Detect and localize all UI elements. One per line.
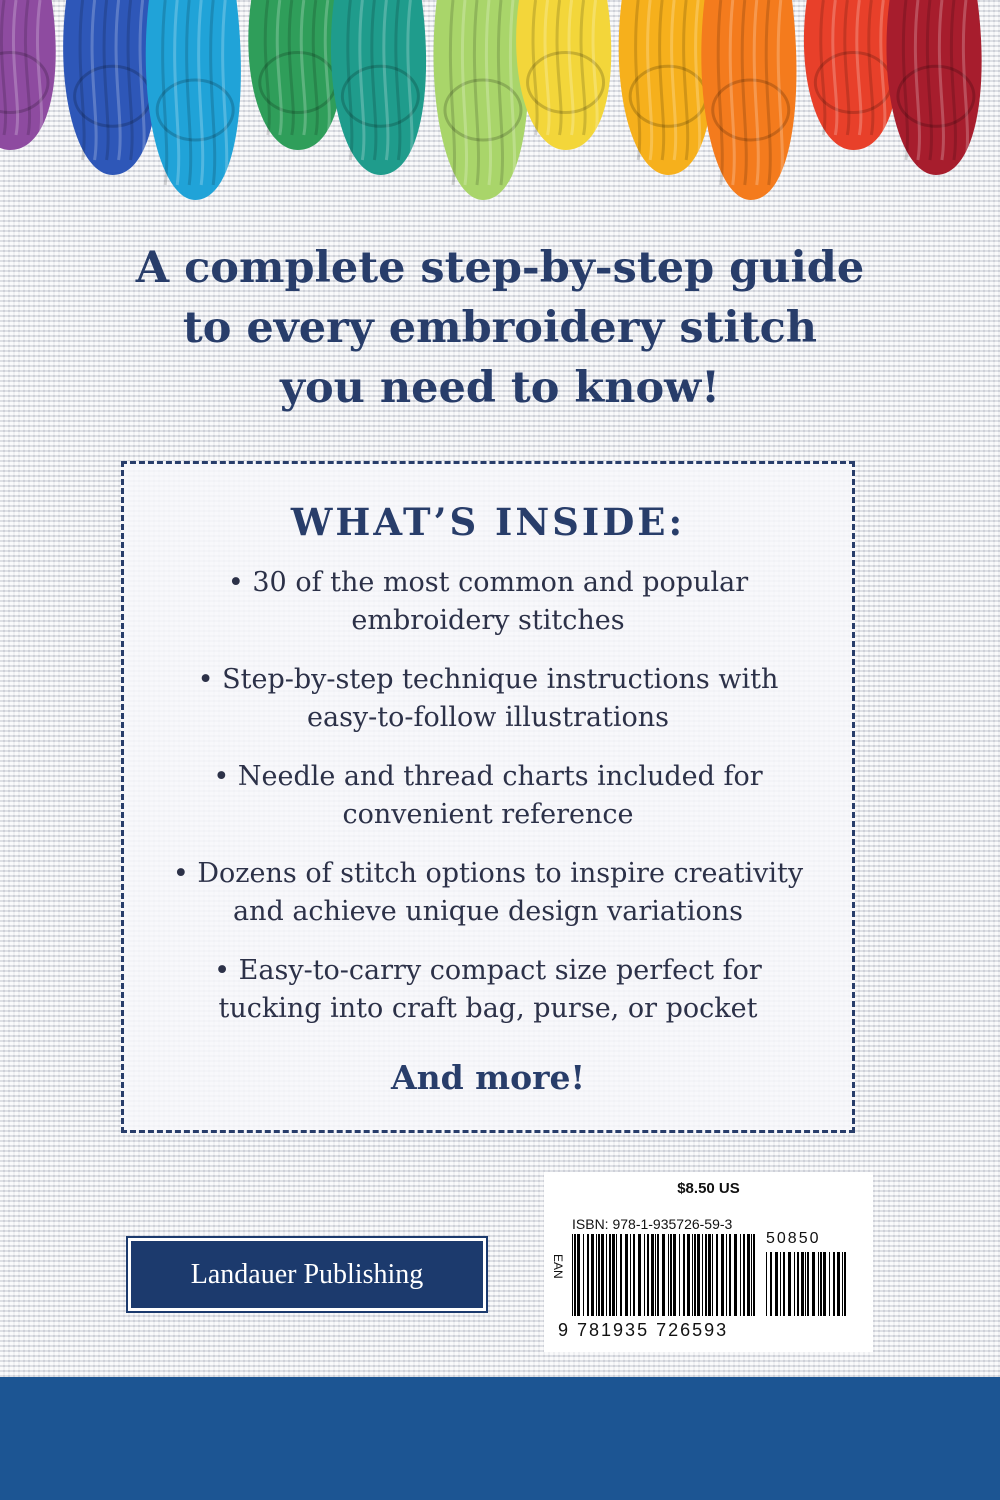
barcode-bar bbox=[673, 1234, 676, 1316]
publisher-name: Landauer Publishing bbox=[190, 1258, 424, 1290]
feature-line: embroidery stitches bbox=[351, 605, 625, 636]
thread-skein-icon bbox=[0, 0, 56, 150]
barcode-label bbox=[544, 1172, 873, 1352]
headline-line: to every embroidery stitch bbox=[182, 303, 818, 353]
barcode-bar bbox=[574, 1234, 576, 1316]
feature-item bbox=[134, 564, 842, 640]
barcode-bar bbox=[788, 1252, 791, 1316]
barcode-bar bbox=[694, 1234, 696, 1316]
barcode-bar bbox=[783, 1252, 785, 1316]
barcode-bar bbox=[657, 1234, 659, 1316]
barcode-bar bbox=[829, 1252, 830, 1316]
headline-line: A complete step-by-step guide bbox=[135, 243, 865, 293]
barcode-bar bbox=[651, 1234, 654, 1316]
barcode-bar bbox=[679, 1234, 680, 1316]
feature-line: tucking into craft bag, purse, or pocket bbox=[218, 993, 758, 1024]
barcode-bar bbox=[633, 1234, 635, 1316]
barcode-bar bbox=[780, 1252, 781, 1316]
barcode-bar bbox=[753, 1234, 755, 1316]
thread-skein-icon bbox=[886, 0, 981, 175]
embroidery-thread-skeins bbox=[0, 0, 1000, 215]
barcode-bar bbox=[740, 1234, 741, 1316]
barcode-bar bbox=[766, 1252, 767, 1316]
barcode-bar bbox=[598, 1234, 600, 1316]
publisher-logo bbox=[128, 1238, 486, 1311]
barcode-addon-number: 50850 bbox=[766, 1230, 821, 1247]
whats-inside-box bbox=[121, 461, 855, 1133]
barcode-bar bbox=[743, 1234, 745, 1316]
barcode-bar bbox=[609, 1234, 611, 1316]
thread-skein-icon bbox=[331, 0, 426, 175]
barcode-bar bbox=[801, 1252, 804, 1316]
thread-skein-icon bbox=[516, 0, 611, 150]
feature-item bbox=[134, 758, 842, 834]
barcode-bar bbox=[683, 1234, 685, 1316]
barcode-bar bbox=[837, 1252, 840, 1316]
barcode-bar bbox=[587, 1234, 589, 1316]
barcode-bar bbox=[630, 1234, 631, 1316]
feature-line: convenient reference bbox=[342, 799, 634, 830]
feature-list bbox=[134, 564, 842, 1049]
barcode-bar bbox=[729, 1234, 731, 1316]
barcode-bar bbox=[833, 1252, 835, 1316]
barcode-bar bbox=[712, 1234, 713, 1316]
feature-line: and achieve unique design variations bbox=[232, 896, 744, 927]
barcode-bar bbox=[812, 1252, 815, 1316]
feature-line: • Easy-to-carry compact size perfect for bbox=[214, 955, 762, 986]
barcode-bar bbox=[591, 1234, 594, 1316]
headline-line: you need to know! bbox=[279, 363, 721, 413]
barcode-icon bbox=[572, 1234, 757, 1316]
feature-line: • 30 of the most common and popular bbox=[227, 567, 749, 598]
feature-item bbox=[134, 855, 842, 931]
barcode-bar bbox=[823, 1252, 826, 1316]
whats-inside-title: WHAT’S INSIDE: bbox=[290, 500, 686, 544]
barcode-bar bbox=[747, 1234, 750, 1316]
barcode-bar bbox=[844, 1252, 846, 1316]
thread-skein-icon bbox=[434, 0, 529, 200]
barcode-bar bbox=[583, 1234, 584, 1316]
barcode-bar bbox=[638, 1234, 641, 1316]
feature-line: • Needle and thread charts included for bbox=[213, 761, 763, 792]
barcode-bar bbox=[670, 1234, 672, 1316]
and-more-text: And more! bbox=[391, 1058, 585, 1097]
barcode-bar bbox=[601, 1234, 604, 1316]
feature-line: • Step-by-step technique instructions with bbox=[197, 664, 779, 695]
barcode-bar bbox=[697, 1234, 700, 1316]
barcode-bar bbox=[734, 1234, 737, 1316]
barcode-bar bbox=[721, 1234, 724, 1316]
barcode-bar bbox=[794, 1252, 795, 1316]
feature-item bbox=[134, 661, 842, 737]
barcode-bar bbox=[612, 1234, 615, 1316]
barcode-bar bbox=[770, 1252, 772, 1316]
barcode-bar bbox=[616, 1234, 617, 1316]
thread-skein-icon bbox=[619, 0, 714, 175]
barcode-bar bbox=[692, 1234, 693, 1316]
barcode-bar bbox=[705, 1234, 707, 1316]
price: $8.50 US bbox=[677, 1180, 740, 1197]
barcode-bar bbox=[751, 1234, 752, 1316]
barcode-bar bbox=[572, 1234, 573, 1316]
barcode-bar bbox=[842, 1252, 843, 1316]
barcode-bar bbox=[620, 1234, 622, 1316]
barcode-digits: 9 781935 726593 bbox=[558, 1320, 729, 1340]
addon-barcode-icon bbox=[766, 1252, 846, 1316]
footer-band bbox=[0, 1377, 1000, 1500]
barcode-bar bbox=[716, 1234, 718, 1316]
thread-skein-icon bbox=[146, 0, 241, 200]
barcode-bar bbox=[644, 1234, 645, 1316]
barcode-bar bbox=[606, 1234, 607, 1316]
barcode-bar bbox=[818, 1252, 819, 1316]
barcode-bar bbox=[708, 1234, 711, 1316]
barcode-bar bbox=[647, 1234, 649, 1316]
barcode-bar bbox=[655, 1234, 656, 1316]
isbn-text: ISBN: 978-1-935726-59-3 bbox=[572, 1216, 733, 1232]
barcode-bar bbox=[775, 1252, 778, 1316]
feature-line: • Dozens of stitch options to inspire creativity bbox=[172, 858, 804, 889]
thread-skein-icon bbox=[701, 0, 796, 200]
barcode-bar bbox=[687, 1234, 690, 1316]
barcode-bar bbox=[820, 1252, 822, 1316]
barcode-bar bbox=[807, 1252, 809, 1316]
barcode-bar bbox=[625, 1234, 628, 1316]
barcode-bar bbox=[662, 1234, 665, 1316]
thread-skein-icon bbox=[63, 0, 158, 175]
barcode-bar bbox=[668, 1234, 669, 1316]
thread-skein-icon bbox=[248, 0, 343, 150]
barcode-bar bbox=[797, 1252, 799, 1316]
headline bbox=[80, 238, 920, 418]
barcode-bar bbox=[805, 1252, 806, 1316]
barcode-bar bbox=[702, 1234, 703, 1316]
feature-line: easy-to-follow illustrations bbox=[307, 702, 669, 733]
barcode-bar bbox=[726, 1234, 727, 1316]
barcode-bar bbox=[596, 1234, 597, 1316]
feature-item bbox=[134, 952, 842, 1028]
barcode-bar bbox=[577, 1234, 580, 1316]
ean-label: EAN bbox=[551, 1254, 565, 1279]
thread-skein-icon bbox=[804, 0, 899, 150]
